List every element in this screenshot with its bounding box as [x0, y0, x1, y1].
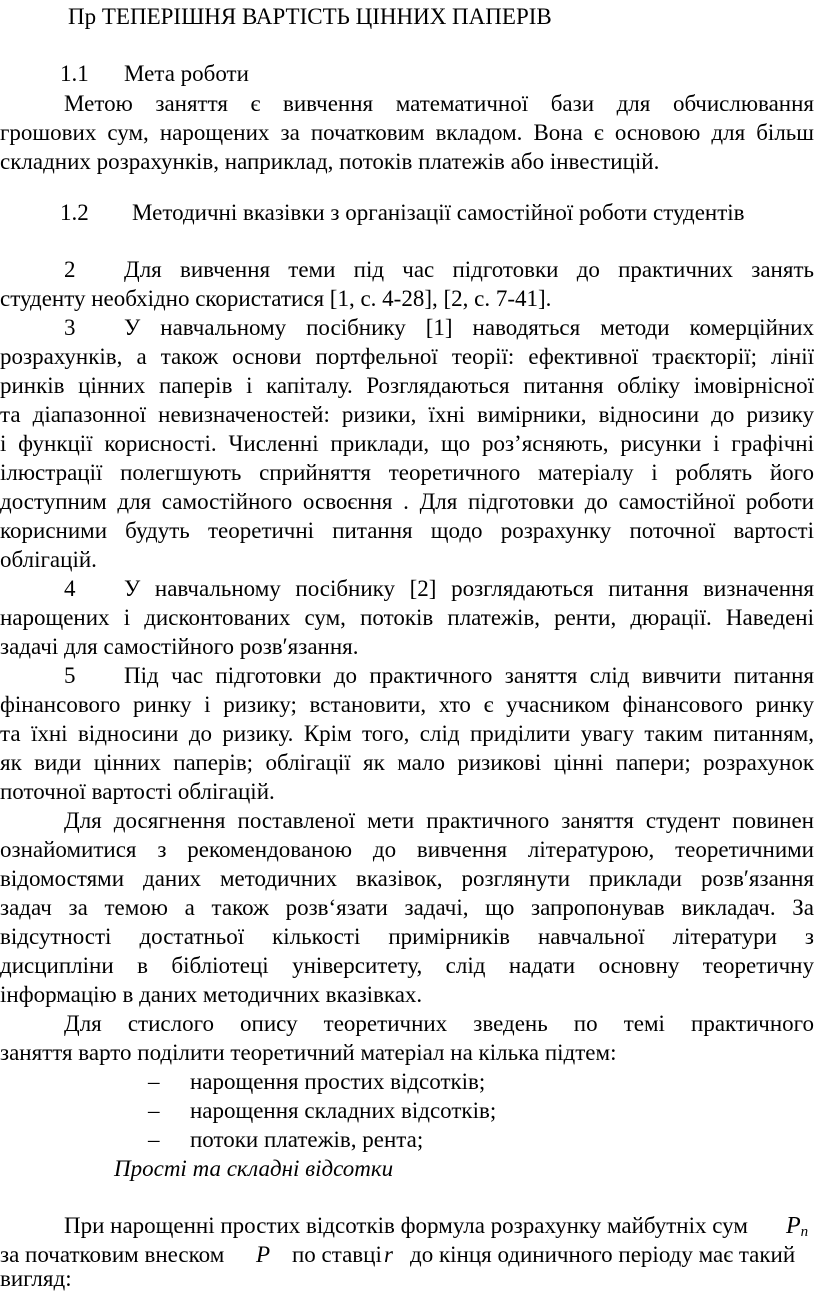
paragraph-line: і функції корисності. Численні приклади, що роз’ясняють, рисунки і графічні: [0, 431, 814, 456]
list-item: [0, 574, 816, 604]
section-heading-1-1: [0, 59, 816, 89]
paragraph-line: нарощених і дисконтованих сум, потоків платежів, ренти, дюрації. Наведені: [0, 605, 814, 630]
paragraph-line: фінансового ринку і ризику; встановити, хто є учасником фінансового ринку: [0, 692, 814, 717]
dash-bullet: –: [148, 1069, 160, 1094]
paragraph-line: Для досягнення поставленої мети практичного заняття студент повинен: [64, 808, 814, 833]
paragraph-line: дисципліни в бібліотеці університету, слід надати основну теоретичну: [0, 953, 814, 978]
variable-p: P: [256, 1242, 271, 1267]
formula-text: по ставці: [292, 1242, 382, 1267]
paragraph-line: ілюстрації полегшують сприйняття теоретичного матеріалу і роблять його: [0, 460, 814, 485]
subtopic-text: нарощення простих відсотків;: [190, 1069, 486, 1094]
dash-bullet: –: [148, 1127, 160, 1152]
formula-text: до кінця одиничного періоду має такий: [410, 1242, 796, 1267]
paragraph-line: поточної вартості облігацій.: [0, 779, 275, 804]
list-item: [0, 313, 816, 343]
item-first-line: Для вивчення теми під час підготовки до практичних занять: [124, 257, 814, 282]
paragraph-line: розрахунків, а також основи портфельної теорії: ефективної траєкторії; лінії: [0, 344, 814, 369]
paragraph-line: студенту необхідно скористатися [1, с. 4-28], [2, с. 7-41].: [0, 286, 552, 311]
paragraph-line: доступним для самостійного освоєння . Для підготовки до самостійної роботи: [0, 489, 814, 514]
section-number: 1.2: [60, 200, 89, 225]
paragraph-line: облігацій.: [0, 547, 97, 572]
formula-text: вигляд:: [0, 1266, 72, 1291]
item-first-line: Під час підготовки до практичного заняття слід вивчити питання: [124, 663, 814, 688]
paragraph-line: Метою заняття є вивчення математичної бази для обчислювання: [64, 91, 814, 116]
section-heading-1-2: [0, 198, 816, 228]
page-title: Пр ТЕПЕРІШНЯ ВАРТІСТЬ ЦІННИХ ПАПЕРІВ: [68, 4, 552, 29]
paragraph-line: та діапазонної невизначеностей: ризики, їхні вимірники, відносини до ризику: [0, 402, 814, 427]
list-item: [0, 661, 816, 691]
subheading-text: Прості та складні відсотки: [114, 1156, 394, 1181]
paragraph-line: корисними будуть теоретичні питання щодо розрахунку поточної вартості: [0, 518, 814, 543]
paragraph-line: задач за темою а також розв‘язати задачі, що запропонував викладач. За: [0, 895, 814, 920]
subtopic-item: [0, 1125, 816, 1155]
page-title-line: [0, 2, 816, 32]
paragraph-line: Для стислого опису теоретичних зведень по темі практичного: [64, 1011, 814, 1036]
paragraph-line: відомостями даних методичних вказівок, розглянути приклади розв′язання: [0, 866, 814, 891]
subtopic-text: потоки платежів, рента;: [190, 1127, 424, 1152]
dash-bullet: –: [148, 1098, 160, 1123]
item-first-line: У навчальному посібнику [1] наводяться методи комерційних: [124, 315, 814, 340]
paragraph-line: відсутності достатньої кількості примірників навчальної літератури з: [0, 924, 814, 949]
subheading: [0, 1154, 816, 1184]
subtopic-item: [0, 1096, 816, 1126]
item-number: 4: [64, 576, 76, 601]
formula-text: за початковим внеском: [0, 1242, 225, 1267]
variable-r: r: [384, 1242, 393, 1267]
item-number: 2: [64, 257, 76, 282]
paragraph-line: заняття варто поділити теоретичний матеріал на кілька підтем:: [0, 1040, 617, 1065]
variable-p-symbol: P: [786, 1213, 801, 1239]
paragraph-line: ринків цінних паперів і капіталу. Розглядаються питання обліку імовірнісної: [0, 373, 814, 398]
paragraph-line: задачі для самостійного розв′язання.: [0, 634, 359, 659]
section-title: Методичні вказівки з організації самостійної роботи студентів: [132, 200, 745, 225]
paragraph-line: ознайомитися з рекомендованою до вивчення літературою, теоретичними: [0, 837, 814, 862]
paragraph-line: як види цінних паперів; облігації як мало ризикові цінні папери; розрахунок: [0, 750, 814, 775]
item-number: 5: [64, 663, 76, 688]
paragraph-line: інформацію в даних методичних вказівках.: [0, 982, 423, 1007]
list-item: [0, 255, 816, 285]
section-number: 1.1: [60, 61, 89, 86]
item-first-line: У навчальному посібнику [2] розглядаються питання визначення: [124, 576, 814, 601]
formula-line-3: [0, 1264, 816, 1294]
subtopic-item: [0, 1067, 816, 1097]
paragraph-line: грошових сум, нарощених за початковим вкладом. Вона є основою для більш: [0, 120, 814, 145]
formula-text: При нарощенні простих відсотків формула розрахунку майбутніх сум: [64, 1213, 748, 1238]
section-title: Мета роботи: [124, 61, 249, 86]
paragraph-line: та їхні відносини до ризику. Крім того, слід приділити увагу таким питанням,: [0, 721, 814, 746]
formula-line-1: [0, 1211, 816, 1241]
paragraph-line: складних розрахунків, наприклад, потоків платежів або інвестицій.: [0, 149, 660, 174]
variable-n-subscript: n: [800, 1224, 809, 1240]
subtopic-text: нарощення складних відсотків;: [190, 1098, 497, 1123]
item-number: 3: [64, 315, 76, 340]
